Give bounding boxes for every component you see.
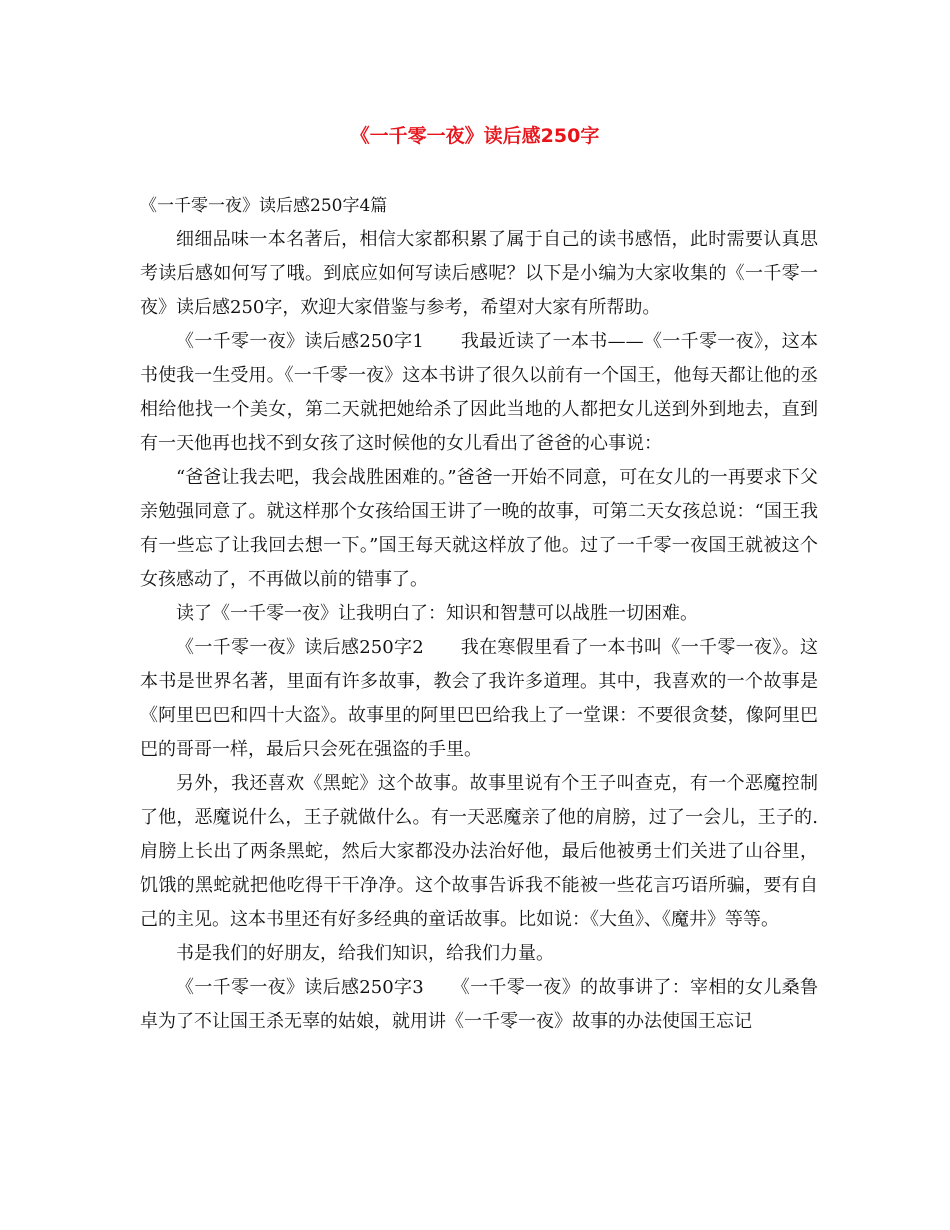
essay-2-paragraph-2: 另外，我还喜欢《黑蛇》这个故事。故事里说有个王子叫查克，有一个恶魔控制了他，恶魔说什么，王子就做什么。有一天恶魔亲了他的肩膀，过了一会儿，王子的.肩膀上长出了两条黑蛇，然后大家都没办法治好他，最后他被勇士们关进了山谷里，饥饿的黑蛇就把他吃得干干净净。这个故事告诉我不能被一些花言巧语所骗，要有自己的主见。这本书里还有好多经典的童话故事。比如说：《大鱼》、《魔井》等等。 [140, 773, 818, 930]
essay-3-paragraph-1: 《一千零一夜》读后感250字3 《一千零一夜》的故事讲了：宰相的女儿桑鲁卓为了不让国王杀无辜的姑娘，就用讲《一千零一夜》故事的办法使国王忘记 [140, 977, 818, 1032]
document-title: 《一千零一夜》读后感250字 [350, 125, 600, 147]
document-body [140, 189, 818, 1039]
essay-1-paragraph-3: 读了《一千零一夜》让我明白了：知识和智慧可以战胜一切困难。 [176, 603, 698, 624]
intro-paragraph: 细细品味一本名著后，相信大家都积累了属于自己的读书感悟，此时需要认真思考读后感如何写了哦。到底应如何写读后感呢？以下是小编为大家收集的《一千零一夜》读后感250字，欢迎大家借鉴与参考，希望对大家有所帮助。 [140, 229, 818, 318]
essay-2-paragraph-1: 《一千零一夜》读后感250字2 我在寒假里看了一本书叫《一千零一夜》。这本书是世界名著，里面有许多故事，教会了我许多道理。其中，我喜欢的一个故事是《阿里巴巴和四十大盗》。故事里的阿里巴巴给我上了一堂课：不要很贪婪，像阿里巴巴的哥哥一样，最后只会死在强盗的手里。 [140, 637, 818, 760]
essay-1-paragraph-1: 《一千零一夜》读后感250字1 我最近读了一本书——《一千零一夜》，这本书使我一生受用。《一千零一夜》这本书讲了很久以前有一个国王，他每天都让他的丞相给他找一个美女，第二天就把她给杀了因此当地的人都把女儿送到外到地去，直到有一天他再也找不到女孩了这时候他的女儿看出了爸爸的心事说： [140, 331, 818, 454]
essay-2-paragraph-3: 书是我们的好朋友，给我们知识，给我们力量。 [176, 943, 554, 964]
essay-1-paragraph-2: “爸爸让我去吧，我会战胜困难的。”爸爸一开始不同意，可在女儿的一再要求下父亲勉强同意了。就这样那个女孩给国王讲了一晚的故事，可第二天女孩总说：“国王我有一些忘了让我回去想一下。”国王每天就这样放了他。过了一千零一夜国王就被这个女孩感动了，不再做以前的错事了。 [140, 467, 818, 590]
subtitle-paragraph: 《一千零一夜》读后感250字4篇 [140, 196, 388, 216]
